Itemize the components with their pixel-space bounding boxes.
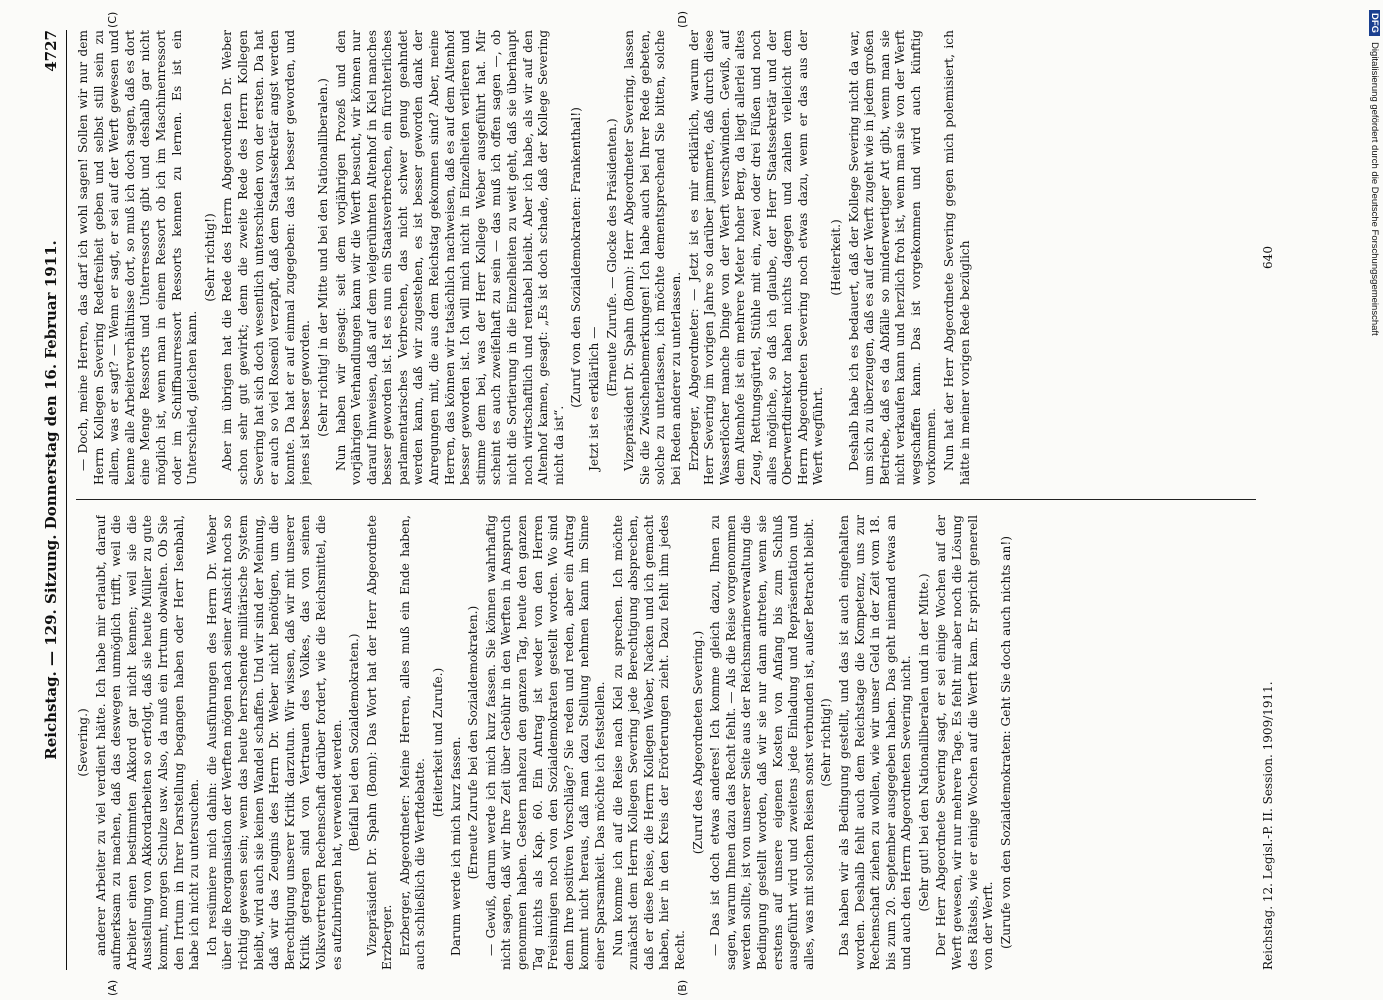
paragraph: Erzberger, Abgeordneter: Meine Herren, alles muß ein Ende haben, auch schließlich die Werftdebatte.: [397, 515, 428, 970]
paragraph: Aber im übrigen hat die Rede des Herrn Abgeordneten Dr. Weber schon sehr gut gewirkt; denn die zweite Rede des Herrn Kollegen Severing hat sich doch wesentlich unterschieden von der ersten. Da hat er auch so viel Rosenöl verzapft, daß dem Staatssekretär angst werden konnte. Da hat er auf einmal zugegeben: das ist besser geworden, und jenes ist besser geworden.: [220, 30, 313, 485]
footer-session: Reichstag. 12. Legisl.-P. II. Session. 1909/1911.: [1261, 681, 1275, 970]
paragraph: Der Herr Abgeordnete Severing sagt, er sei einige Wochen auf der Werft gewesen, wir nur mehrere Tage. Es fehlt mir aber noch die Lösung des Rätsels, wie er einige Wochen auf die Werft kam. Er spricht generell von der Werft.: [934, 515, 996, 970]
paragraph: Darum werde ich mich kurz fassen.: [448, 736, 463, 956]
paragraph: (Heiterkeit und Zurufe.): [431, 667, 446, 818]
footer-sheet-number: 640: [1261, 246, 1275, 269]
dfg-logo: DFG: [1369, 10, 1380, 36]
paragraph: — Doch, meine Herren, das darf ich wohl sagen! Sollen wir nur dem Herrn Kollegen Severing Redefreiheit geben und selbst still sein zu allem, was er sagt? — Wenn er sagt, er sei auf der Werft gewesen und kenne alle Arbeiterverhältnisse dort, so muß ich doch sagen, daß es dort eine Menge Ressorts und Unterressorts gibt und deshalb gar nicht möglich ist, wenn man in einem Ressort ob ich im Maschinenressort oder im Schiffbaurressort Ressorts kennen zu lernen. Es ist ein Unterschied, gleichen kann.: [76, 30, 200, 485]
header-rule: [66, 30, 67, 970]
margin-mark-d: (D): [676, 10, 689, 28]
paragraph: Erzberger, Abgeordneter: — Jetzt ist es mir erklärlich, warum der Herr Severing im vorigen Jahre so darüber jammerte, daß durch diese Wasserlöcher manche Dinge von der Werft verschwinden. Gewiß, auf dem Altenhofe ist ein mehrere Meter hoher Berg, da liegt allerlei altes Zeug, Rettungsgürtel, Stühle mit ein, zwei oder drei Füßen und noch alles mögliche, so daß ich glaube, der Herr Staatssekretär und der Oberwerftdirektor haben nichts dagegen und zahlen vielleicht dem Herrn Abgeordneten Severing noch etwas dazu, wenn er das aus der Werft wegführt.: [686, 30, 826, 485]
rotated-page: [36, 10, 1326, 996]
paragraph: — Gewiß, darum werde ich mich kurz fassen. Sie können wahrhaftig nicht sagen, daß wir Ihre Zeit über Gebühr in den Werften in Anspruch genommen haben. Gestern nahezu den ganzen Tag, heute den ganzen Tag nichts als Kap. 60. Ein Antrag ist weder von den Herren Freisinnigen noch von den Sozialdemokraten gestellt worden. Wo sind denn Ihre positiven Vorschläge? Sie reden und reden, aber ein Antrag kommt nicht heraus, daß man dazu Stellung nehmen kann im Sinne einer Sparsamkeit. Das möchte ich feststellen.: [483, 515, 607, 970]
paragraph: Deshalb habe ich es bedauert, daß der Kollege Severing nicht da war, um sich zu überzeugen, daß es auf der Werft zugeht wie in jedem großen Betriebe, daß es da Abfälle so minderwertiger Art gibt, wenn man sie nicht verkaufen kann und herzlich froh ist, wenn man sie von der Werft wegschaffen kann. Das ist vorgekommen und wird auch künftig vorkommen.: [846, 30, 939, 485]
margin-mark-b: (B): [676, 979, 689, 996]
paragraph: Vizepräsident Dr. Spahn (Bonn): Herr Abgeordneter Severing, lassen Sie die Zwischenbemerkungen! Ich habe auch bei Ihrer Rede gebeten, solche zu unterlassen, ich möchte dementsprechend Sie bitten, solche bei Reden anderer zu unterlassen.: [622, 30, 683, 485]
page-header: [36, 30, 66, 970]
paragraph: Nun haben wir gesagt: seit dem vorjährigen Prozeß und den vorjährigen Verhandlungen kann wir die Werft besucht, wir können nur darauf hinweisen, daß auf dem vielgerühmten Altenhof in Kiel manches besser geworden ist. Ist es nun ein Staatsverbrechen, ein fürchterliches parlamentarisches Verbrechen, das nicht schwer genug geahndet werden kann, daß wir zugestehen, es ist besser geworden dank der Anregungen mit, die aus dem Reichstag gekommen sind? Aber, meine Herren, das können wir tatsächlich nachweisen, daß es auf dem Altenhof besser geworden ist. Ich will mich nicht in Einzelheiten verlieren und stimme dem bei, was der Herr Kollege Weber ausgeführt hat. Mir scheint es auch zweifelhaft zu sein — das muß ich offen sagen —, ob nicht die Sortierung in die Einzelheiten zu weit geht, daß sie überhaupt noch wirtschaftlich und rentabel bleibt. Aber ich habe, als wir auf den Altenhof kamen, gesagt: „Es ist doch schade, daß der Kollege Severing nicht da ist“.: [333, 30, 566, 485]
paragraph: — Das ist doch etwas anderes! Ich komme gleich dazu, Ihnen zu sagen, warum Ihnen dazu das Recht fehlt. — Als die Reise vorgenommen werden sollte, ist von unserer Seite aus der Reichsmarineverwaltung die Bedingung gestellt worden, daß wir sie nur dann antreten, wenn sie erstens auf unsere eigenen Kosten von Anfang bis zum Schluß ausgeführt wird und zweitens jede Einladung und Repräsentation und alles, was mit solchen Reisen sonst verbunden ist, außer Betracht bleibt.: [708, 515, 816, 970]
paragraph: (Sehr gut! bei den Nationalliberalen und in der Mitte.): [916, 573, 931, 912]
paragraph: Vizepräsident Dr. Spahn (Bonn): Das Wort hat der Herr Abgeordnete Erzberger.: [364, 515, 395, 970]
paragraph: (Beifall bei den Sozialdemokraten.): [347, 633, 362, 852]
header-title: Reichstag. — 129. Sitzung. Donnerstag den 16. Februar 1911.: [42, 240, 60, 760]
paragraph: (Sehr richtig! in der Mitte und bei den Nationalliberalen.): [315, 78, 330, 437]
paragraph: (Sehr richtig!): [202, 213, 217, 302]
paragraph: (Severing.): [76, 708, 90, 777]
paragraph: (Zuruf von den Sozialdemokraten: Frankenthal!): [569, 107, 584, 408]
credit-strip: [1364, 10, 1380, 1000]
page-number: 4727: [42, 30, 60, 72]
paragraph: (Erneute Zurufe bei den Sozialdemokraten.): [466, 605, 481, 880]
paragraph: Nun komme ich auf die Reise nach Kiel zu sprechen. Ich möchte zunächst dem Herrn Kollegen Severing jede Berechtigung absprechen, daß er diese Reise, die Herrn Kollegen Weber, Nacken und ich gemacht haben, hier in den Kreis der Erörterungen zieht. Dazu fehlt ihm jedes Recht.: [610, 515, 687, 970]
column-divider: [76, 499, 1256, 500]
left-column: [76, 515, 1256, 970]
paragraph: (Erneute Zurufe. — Glocke des Präsidenten.): [604, 118, 619, 397]
paragraph: anderer Arbeiter zu viel verdient hätte. Ich habe mir erlaubt, darauf aufmerksam zu machen, daß das deswegen unmöglich trifft, weil die Arbeiter einen bestimmten Akkord gar nicht kennen; weil sie die Ausstellung von Akkordarbeiten so erfolgt, daß sie heute Müller zu gute kommt, morgen Schulze usw. Also, da muß ein Irrtum obwalten. Ob Sie den Irrtum in Ihrer Darstellung begangen haben oder Herr Isenbahl, habe ich nicht zu untersuchen.: [93, 515, 202, 970]
paragraph: Nun hat der Herr Abgeordnete Severing gegen mich polemisiert, ich hätte in meiner vorigen Rede bezüglich: [942, 30, 972, 485]
margin-mark-c: (C): [106, 11, 119, 28]
paragraph: (Zurufe von den Sozialdemokraten: Geht Sie doch auch nichts an!): [998, 536, 1013, 949]
paragraph: (Zuruf des Abgeordneten Severing.): [690, 630, 705, 855]
paragraph: (Heiterkeit.): [828, 219, 843, 296]
credit-text: Digitalisierung gefördert durch die Deutsche Forschungsgemeinschaft: [1369, 42, 1380, 336]
paragraph: (Sehr richtig!): [819, 698, 834, 787]
paragraph: Jetzt ist es erklärlich —: [587, 326, 601, 471]
paragraph: Ich resümiere mich dahin: die Ausführungen des Herrn Dr. Weber über die Reorganisation der Werften mögen nach seiner Ansicht noch so richtig gewesen sein; wenn das heute herrschende militärische System bleibt, wird auch sie keinen Wandel schaffen. Und wir sind der Meinung, daß wir das Zeugnis des Herrn Dr. Weber nicht benötigen, um die Berechtigung unserer Kritik darzutun. Wir wissen, daß wir mit unserer Kritik getragen sind von Vertrauen des Volkes, das von seinen Volksvertretern Rechenschaft darüber fordert, wie die Reichsmittel, die es aufzubringen hat, verwendet werden.: [204, 515, 344, 970]
credit-text-wrap: [1364, 10, 1380, 1000]
paragraph: Das haben wir als Bedingung gestellt, und das ist auch eingehalten worden. Deshalb fehlt auch dem Reichstage die Kompetenz, uns zur Rechenschaft ziehen zu wollen, wie wir unser Geld in der Zeit vom 18. bis zum 20. September ausgegeben haben. Das geht niemand etwas an und auch den Herrn Abgeordneten Severing nicht.: [836, 515, 914, 970]
margin-mark-a: (A): [106, 979, 119, 996]
right-column: [76, 30, 1256, 485]
